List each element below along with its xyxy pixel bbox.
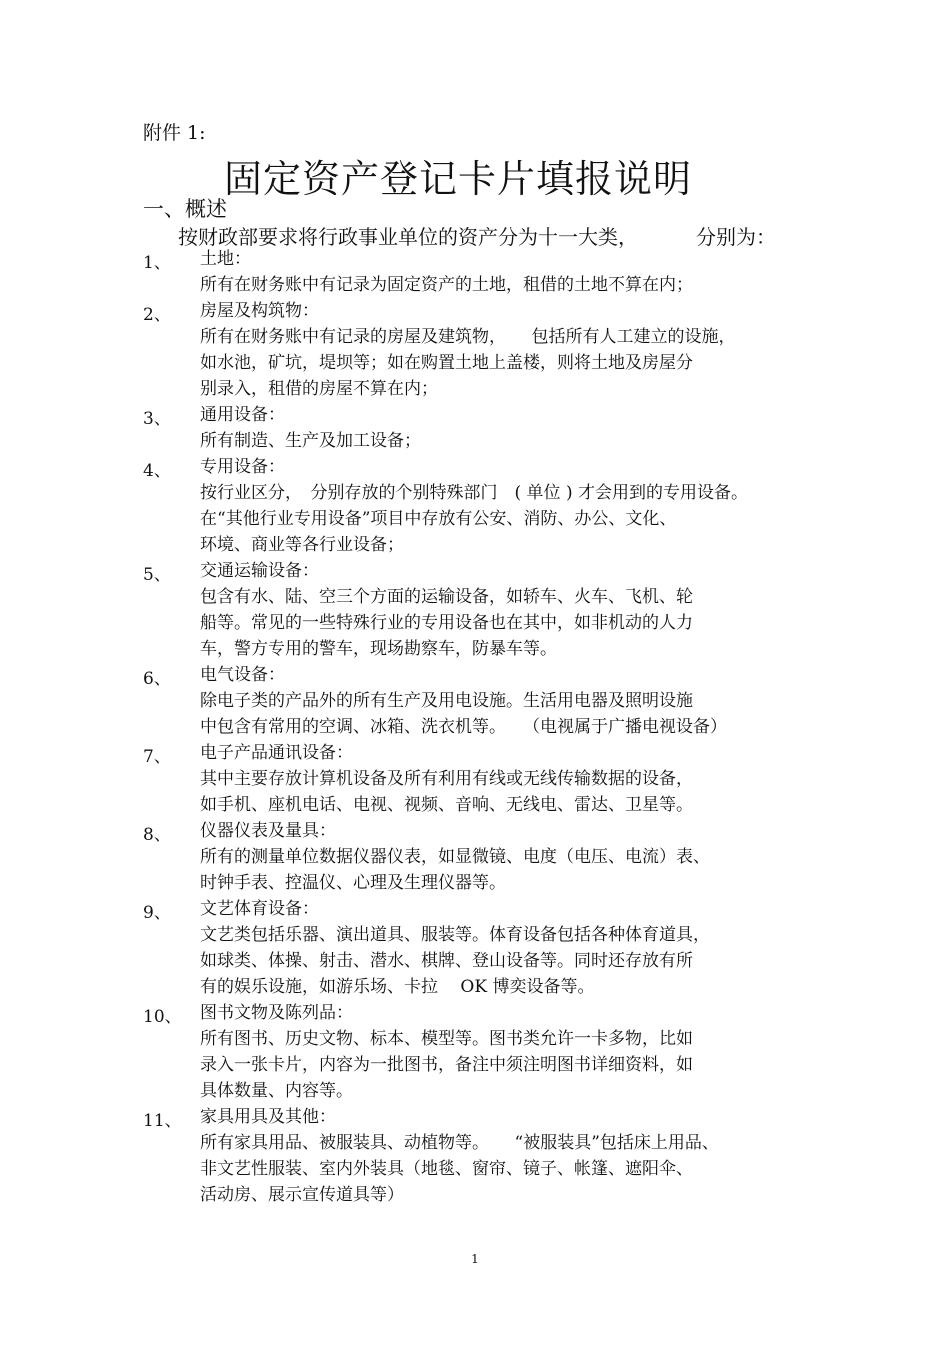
page-title: 固定资产登记卡片填报说明 <box>223 157 692 201</box>
item-body <box>200 454 748 558</box>
item-line: 所有在财务账中有记录为固定资产的土地，租借的土地不算在内； <box>200 275 693 295</box>
item-body <box>200 1000 693 1104</box>
item-body <box>200 298 736 402</box>
item-line: 如球类、体操、射击、潜水、棋牌、登山设备等。同时还存放有所 <box>200 951 693 971</box>
item-number: 1、 <box>143 253 171 273</box>
item-line: 时钟手表、控温仪、心理及生理仪器等。 <box>200 873 506 893</box>
item-number: 9、 <box>143 903 171 923</box>
item-body <box>200 402 421 454</box>
item-number: 11、 <box>143 1111 182 1131</box>
item-line: 所有制造、生产及加工设备； <box>200 431 421 451</box>
item-heading: 文艺体育设备： <box>200 899 319 919</box>
page-number: 1 <box>471 1252 479 1266</box>
item-heading: 图书文物及陈列品： <box>200 1003 353 1023</box>
item-number: 7、 <box>143 747 171 767</box>
intro-text: 按财政部要求将行政事业单位的资产分为十一大类， <box>178 225 638 249</box>
item-line: 文艺类包括乐器、演出道具、服装等。体育设备包括各种体育道具， <box>200 925 710 945</box>
item-line: 中包含有常用的空调、冰箱、洗衣机等。 （电视属于广播电视设备） <box>200 717 727 737</box>
item-heading: 仪器仪表及量具： <box>200 821 336 841</box>
item-body <box>200 558 693 662</box>
item-heading: 家具用具及其他： <box>200 1107 336 1127</box>
item-heading: 电子产品通讯设备： <box>200 743 353 763</box>
item-line: 所有在财务账中有记录的房屋及建筑物， 包括所有人工建立的设施， <box>200 327 736 347</box>
item-line: 车，警方专用的警车，现场勘察车，防暴车等。 <box>200 639 557 659</box>
item-body <box>200 740 693 818</box>
item-line: 如水池，矿坑，堤坝等；如在购置土地上盖楼，则将土地及房屋分 <box>200 353 693 373</box>
item-body <box>200 246 693 298</box>
item-heading: 交通运输设备： <box>200 561 319 581</box>
item-line: 具体数量、内容等。 <box>200 1081 353 1101</box>
item-heading: 通用设备： <box>200 405 285 425</box>
item-line: 所有的测量单位数据仪器仪表，如显微镜、电度（电压、电流）表、 <box>200 847 710 867</box>
item-body <box>200 896 710 1000</box>
item-body <box>200 818 710 896</box>
attachment-label: 附件 1: <box>143 122 206 144</box>
section-heading: 一、概述 <box>143 197 227 221</box>
item-line: 其中主要存放计算机设备及所有利用有线或无线传输数据的设备， <box>200 769 693 789</box>
intro-suffix: 分别为： <box>696 225 776 249</box>
item-line: 在“其他行业专用设备”项目中存放有公安、消防、办公、文化、 <box>200 509 677 529</box>
item-body <box>200 1104 719 1208</box>
item-line: 如手机、座机电话、电视、视频、音响、无线电、雷达、卫星等。 <box>200 795 693 815</box>
item-line: 录入一张卡片，内容为一批图书，备注中须注明图书详细资料，如 <box>200 1055 693 1075</box>
item-line: 所有家具用品、被服装具、动植物等。 “被服装具”包括床上用品、 <box>200 1133 719 1153</box>
item-heading: 专用设备： <box>200 457 285 477</box>
item-line: 环境、商业等各行业设备； <box>200 535 404 555</box>
item-number: 3、 <box>143 409 171 429</box>
item-line: 按行业区分， 分别存放的个别特殊部门 ( 单位 ) 才会用到的专用设备。 <box>200 483 748 503</box>
item-line: 别录入，租借的房屋不算在内； <box>200 379 438 399</box>
item-line: 船等。常见的一些特殊行业的专用设备也在其中，如非机动的人力 <box>200 613 693 633</box>
item-line: 有的娱乐设施，如游乐场、卡拉 OK 博奕设备等。 <box>200 977 595 997</box>
item-line: 所有图书、历史文物、标本、模型等。图书类允许一卡多物，比如 <box>200 1029 693 1049</box>
item-line: 包含有水、陆、空三个方面的运输设备，如轿车、火车、飞机、轮 <box>200 587 693 607</box>
item-number: 2、 <box>143 305 171 325</box>
item-body <box>200 662 727 740</box>
item-number: 4、 <box>143 461 171 481</box>
item-number: 5、 <box>143 565 171 585</box>
item-number: 8、 <box>143 825 171 845</box>
item-number: 10、 <box>143 1007 182 1027</box>
item-line: 非文艺性服装、室内外装具（地毯、窗帘、镜子、帐篷、遮阳伞、 <box>200 1159 693 1179</box>
item-heading: 电气设备： <box>200 665 285 685</box>
item-line: 活动房、展示宣传道具等） <box>200 1185 404 1205</box>
item-number: 6、 <box>143 669 171 689</box>
item-heading: 房屋及构筑物： <box>200 301 319 321</box>
item-heading: 土地： <box>200 249 251 269</box>
item-line: 除电子类的产品外的所有生产及用电设施。生活用电器及照明设施 <box>200 691 693 711</box>
